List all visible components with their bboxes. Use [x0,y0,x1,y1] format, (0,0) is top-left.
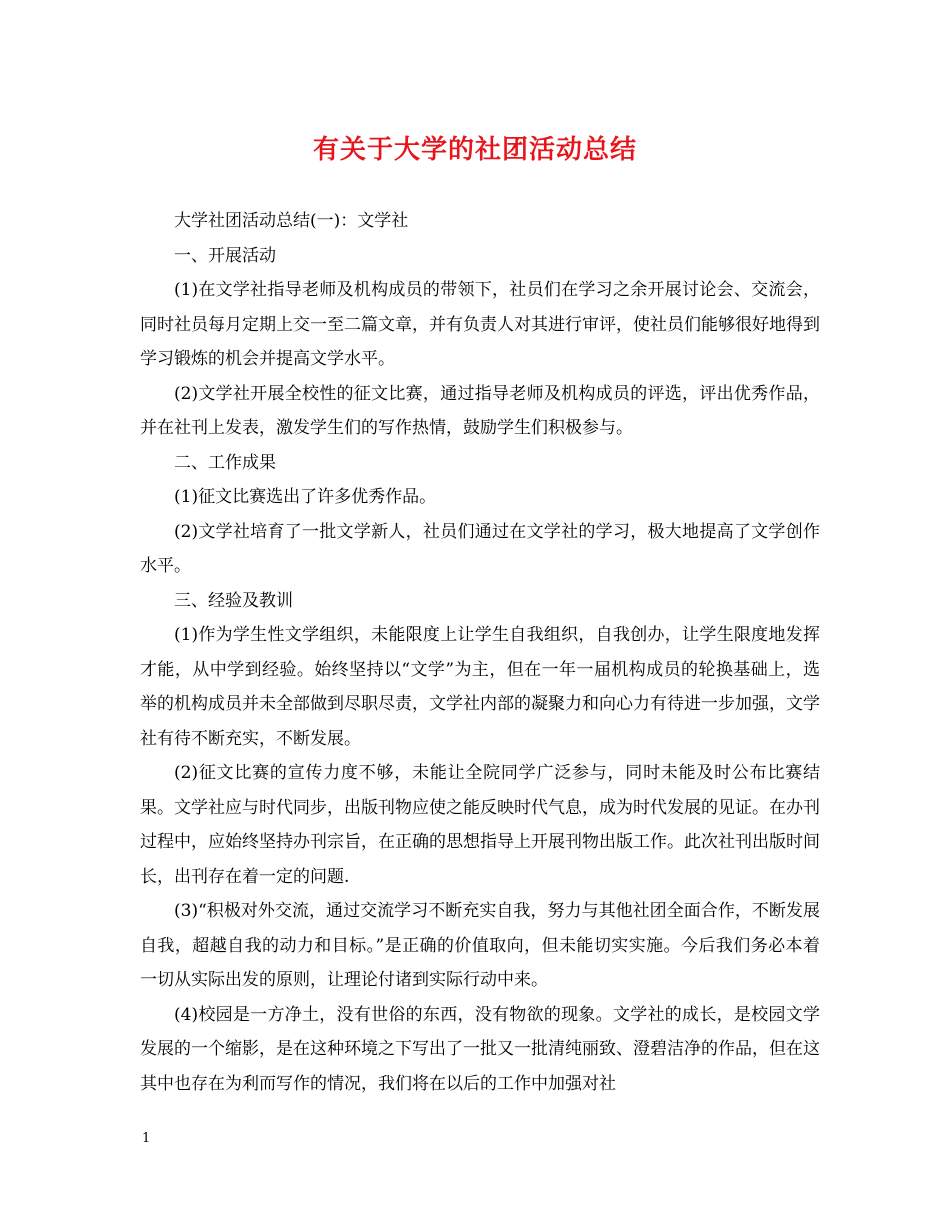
paragraph-lesson-3: (3)“积极对外交流，通过交流学习不断充实自我，努力与其他社团全面合作，不断发展自我，超越自我的动力和目标。”是正确的价值取向，但未能切实实施。今后我们务必本着一切从实际出发的原则，让理论付诸到实际行动中来。 [140,901,820,990]
paragraph-result-1: (1)征文比赛选出了许多优秀作品。 [174,487,437,507]
paragraph-result-2: (2)文学社培育了一批文学新人，社员们通过在文学社的学习，极大地提高了文学创作水平。 [140,521,820,576]
paragraph-lesson-2: (2)征文比赛的宣传力度不够，未能让全院同学广泛参与，同时未能及时公布比赛结果。文学社应与时代同步，出版刊物应使之能反映时代气息，成为时代发展的见证。在办刊过程中，应始终坚持办刊宗旨，在正确的思想指导上开展刊物出版工作。此次社刊出版时间长，出刊存在着一定的问题. [140,763,820,887]
paragraph-lesson-1: (1)作为学生性文学组织，未能限度上让学生自我组织，自我创办，让学生限度地发挥才能，从中学到经验。始终坚持以“文学”为主，但在一年一届机构成员的轮换基础上，选举的机构成员并未全部做到尽职尽责，文学社内部的凝聚力和向心力有待进一步加强，文学社有待不断充实，不断发展。 [140,625,820,749]
page-number: 1 [142,1131,151,1146]
heading-results: 二、工作成果 [174,452,276,473]
paragraph-lesson-4: (4)校园是一方净土，没有世俗的东西，没有物欲的现象。文学社的成长，是校园文学发展的一个缩影，是在这种环境之下写出了一批又一批清纯丽致、澄碧洁净的作品，但在这其中也存在为利而写作的情况，我们将在以后的工作中加强对社 [140,1004,820,1094]
heading-activities: 一、开展活动 [174,245,276,266]
section-heading-literature-club: 大学社团活动总结(一)：文学社 [174,211,409,231]
paragraph-activity-2: (2)文学社开展全校性的征文比赛，通过指导老师及机构成员的评选，评出优秀作品，并在社刊上发表，激发学生们的写作热情，鼓励学生们积极参与。 [140,383,820,438]
document-title: 有关于大学的社团活动总结 [312,135,637,165]
document-body [140,204,820,1101]
heading-lessons: 三、经验及教训 [174,590,293,611]
paragraph-activity-1: (1)在文学社指导老师及机构成员的带领下，社员们在学习之余开展讨论会、交流会，同时社员每月定期上交一至二篇文章，并有负责人对其进行审评，使社员们能够很好地得到学习锻炼的机会并提高文学水平。 [140,280,820,369]
